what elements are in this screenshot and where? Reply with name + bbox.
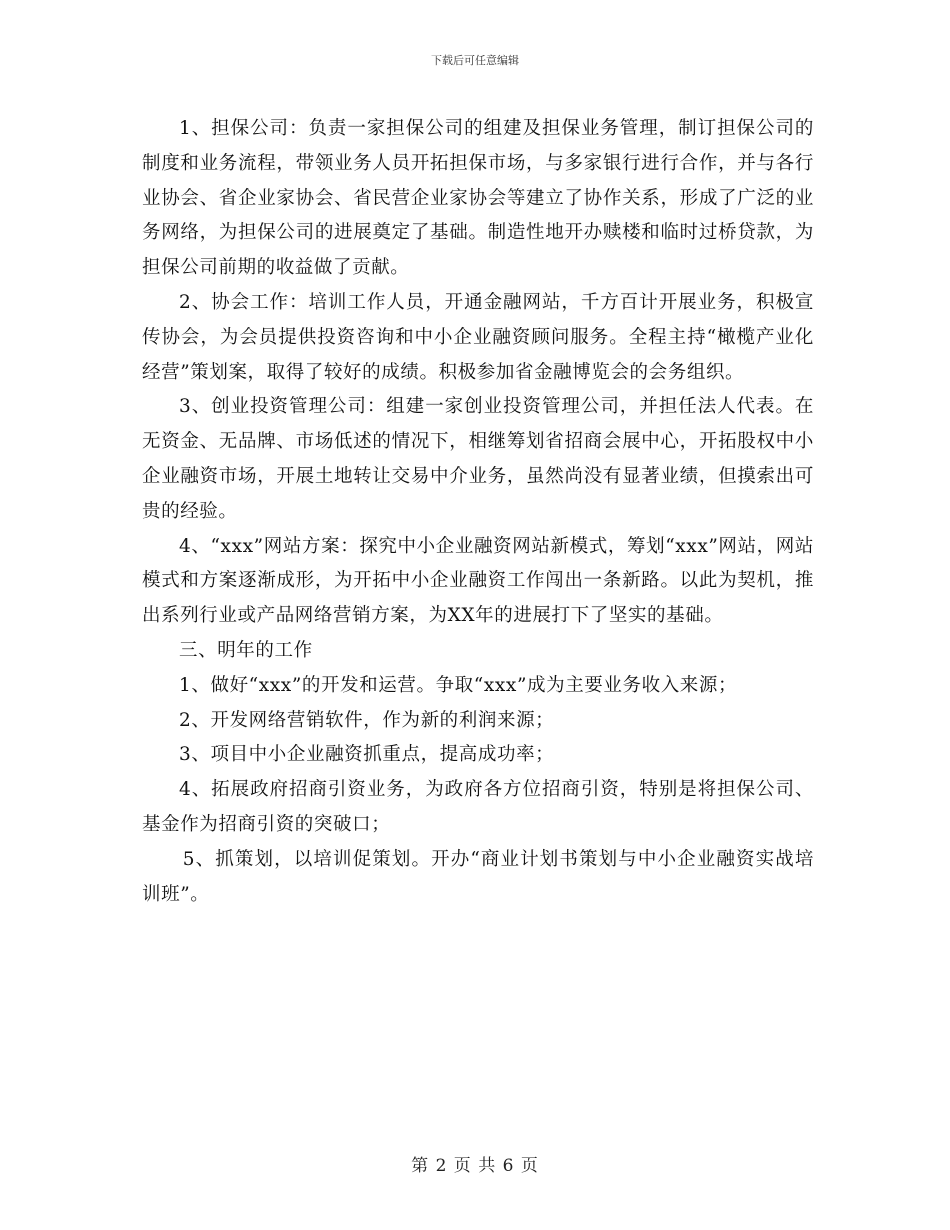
list-item-3: 3、项目中小企业融资抓重点，提高成功率； [179, 744, 555, 766]
header-note: 下载后可任意编辑 [431, 54, 519, 67]
page-number: 第 2 页 共 6 页 [411, 1156, 539, 1176]
list-item-5: 5、抓策划，以培训促策划。开办“商业计划书策划与中小企业融资实战培训班”。 [142, 848, 814, 905]
paragraph-venture-investment: 3、创业投资管理公司：组建一家创业投资管理公司，并担任法人代表。在无资金、无品牌、市场低述的情况下，相继筹划省招商会展中心，开拓股权中小企业融资市场，开展土地转让交易中介业务，虽然尚没有显著业绩，但摸索出可贵的经验。 [142, 396, 814, 522]
paragraph-website-plan: 4、“xxx”网站方案：探究中小企业融资网站新模式，筹划“xxx”网站，网站模式和方案逐渐成形，为开拓中小企业融资工作闯出一条新路。以此为契机，推出系列行业或产品网络营销方案，为XX年的进展打下了坚实的基础。 [142, 535, 814, 627]
paragraph-guarantee-company: 1、担保公司：负责一家担保公司的组建及担保业务管理，制订担保公司的制度和业务流程，带领业务人员开拓担保市场，与多家银行进行合作，并与各行业协会、省企业家协会、省民营企业家协会等建立了协作关系，形成了广泛的业务网络，为担保公司的进展奠定了基础。制造性地开办赎楼和临时过桥贷款，为担保公司前期的收益做了贡献。 [142, 118, 814, 279]
list-item-4: 4、拓展政府招商引资业务，为政府各方位招商引资，特别是将担保公司、基金作为招商引资的突破口； [142, 779, 814, 835]
section-heading-next-year: 三、明年的工作 [179, 639, 313, 661]
paragraph-association-work: 2、协会工作：培训工作人员，开通金融网站，千方百计开展业务，积极宣传协会，为会员提供投资咨询和中小企业融资顾问服务。全程主持“橄榄产业化经营”策划案，取得了较好的成绩。积极参加省金融博览会的会务组织。 [142, 291, 814, 383]
list-item-1: 1、做好“xxx”的开发和运营。争取“xxx”成为主要业务收入来源； [179, 674, 738, 696]
document-body [142, 112, 814, 912]
list-item-2: 2、开发网络营销软件，作为新的利润来源； [179, 709, 555, 731]
